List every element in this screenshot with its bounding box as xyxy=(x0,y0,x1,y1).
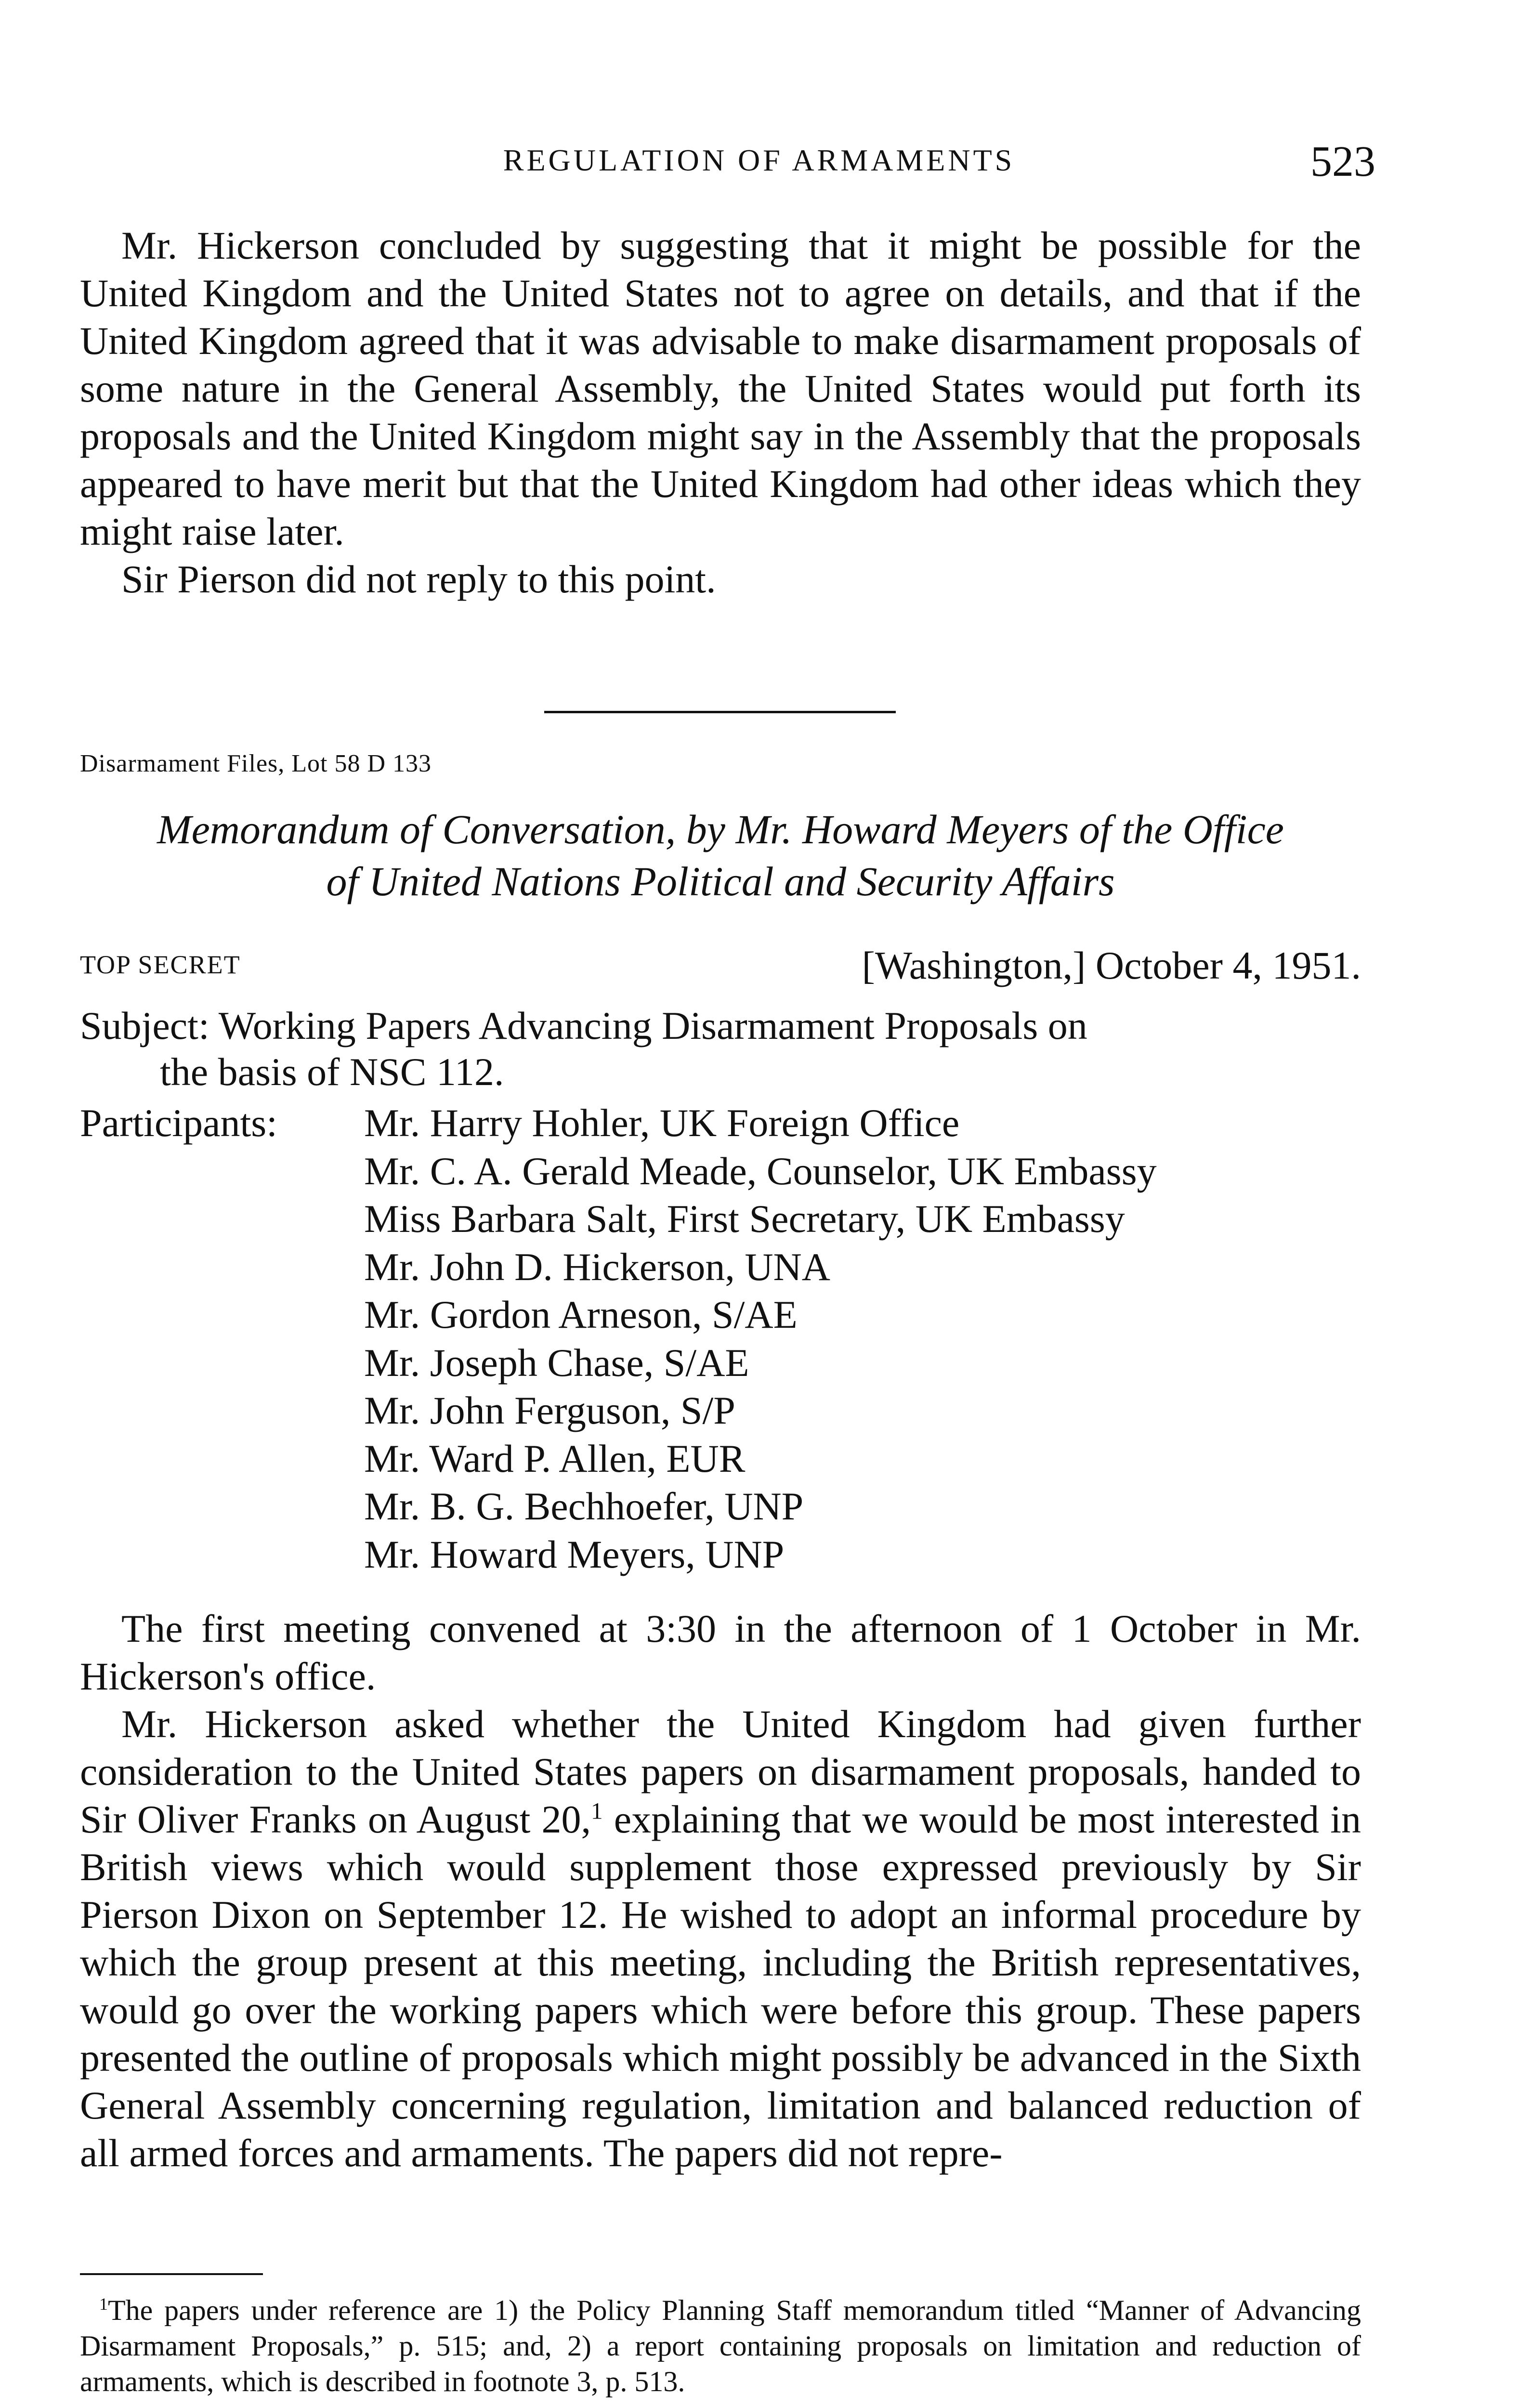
place-date: [Washington,] October 4, 1951. xyxy=(862,943,1361,987)
running-head: REGULATION OF ARMAMENTS xyxy=(503,143,1015,177)
paragraph-text xyxy=(80,1700,1361,2177)
participant-item: Mr. John D. Hickerson, UNA xyxy=(364,1244,830,1289)
footnote-mark: 1 xyxy=(99,2294,108,2314)
document-title-line: Memorandum of Conversation, by Mr. Howard Meyers of the Office xyxy=(157,806,1284,852)
participant-item: Mr. John Ferguson, S/P xyxy=(364,1388,735,1432)
footnote-reference: 1 xyxy=(591,1797,603,1824)
subject-label: Subject: xyxy=(80,1004,209,1047)
source-reference: Disarmament Files, Lot 58 D 133 xyxy=(80,750,432,777)
participants-label: Participants: xyxy=(80,1101,277,1145)
paragraph-meeting-convened xyxy=(80,1605,1361,1700)
page-number: 523 xyxy=(1310,138,1375,185)
paragraph-text-part: Mr. Hickerson asked whether the United Kingdom had given further consideration to the United States papers on disarmament proposals, handed to Sir Oliver Franks on August 20, xyxy=(80,1702,1361,1841)
participant-item: Miss Barbara Salt, First Secretary, UK Embassy xyxy=(364,1197,1125,1241)
document-title-line: of United Nations Political and Security Affairs xyxy=(326,858,1115,904)
footnote xyxy=(80,2292,1361,2399)
footnote-text: The papers under reference are 1) the Policy Planning Staff memorandum titled “Manner of Advancing Disarmament Proposals,” p. 515; and, 2) a report containing proposals on limitation and reduction of armaments, which is described in footnote 3, p. 513. xyxy=(80,2294,1361,2397)
classification-label: TOP SECRET xyxy=(80,950,241,979)
participant-item: Mr. Harry Hohler, UK Foreign Office xyxy=(364,1101,960,1145)
subject-block xyxy=(80,1003,1361,1095)
subject-text: Working Papers Advancing Disarmament Proposals on xyxy=(218,1004,1087,1047)
participant-item: Mr. Ward P. Allen, EUR xyxy=(364,1436,746,1480)
document-title xyxy=(80,803,1361,907)
paragraph-text: The first meeting convened at 3:30 in the afternoon of 1 October in Mr. Hickerson's office. xyxy=(80,1607,1361,1698)
participant-item: Mr. C. A. Gerald Meade, Counselor, UK Embassy xyxy=(364,1149,1157,1193)
subject-text-continued: the basis of NSC 112. xyxy=(160,1050,504,1094)
participant-item: Mr. B. G. Bechhoefer, UNP xyxy=(364,1484,804,1528)
participant-item: Mr. Gordon Arneson, S/AE xyxy=(364,1293,798,1336)
participant-item: Mr. Joseph Chase, S/AE xyxy=(364,1340,749,1385)
paragraph-text: Mr. Hickerson concluded by suggesting that it might be possible for the United Kingdom and the United States not to agree on details, and that if the United Kingdom agreed that it was advisable to make disarmament proposals of some nature in the General Assembly, the United States would put forth its proposals and the United Kingdom might say in the Assembly that the proposals appeared to have merit but that the United Kingdom had other ideas which they might raise later. xyxy=(80,223,1361,553)
paragraph-main xyxy=(80,1700,1361,2177)
participants-list xyxy=(364,1099,1157,1578)
section-divider xyxy=(544,711,896,713)
paragraph-hickerson-conclusion xyxy=(80,222,1361,603)
participant-item: Mr. Howard Meyers, UNP xyxy=(364,1532,785,1576)
paragraph-text: Sir Pierson did not reply to this point. xyxy=(121,557,716,601)
footnote-divider xyxy=(80,2273,263,2275)
paragraph-text-part: explaining that we would be most interested in British views which would supplement those expressed previously by Sir Pierson Dixon on September 12. He wished to adopt an informal procedure by which the group present at this meeting, including the British representatives, would go over the working papers which were before this group. These papers presented the outline of proposals which might possibly be advanced in the Sixth General Assembly concerning regulation, limitation and balanced reduction of all armed forces and armaments. The papers did not repre- xyxy=(80,1797,1361,2175)
